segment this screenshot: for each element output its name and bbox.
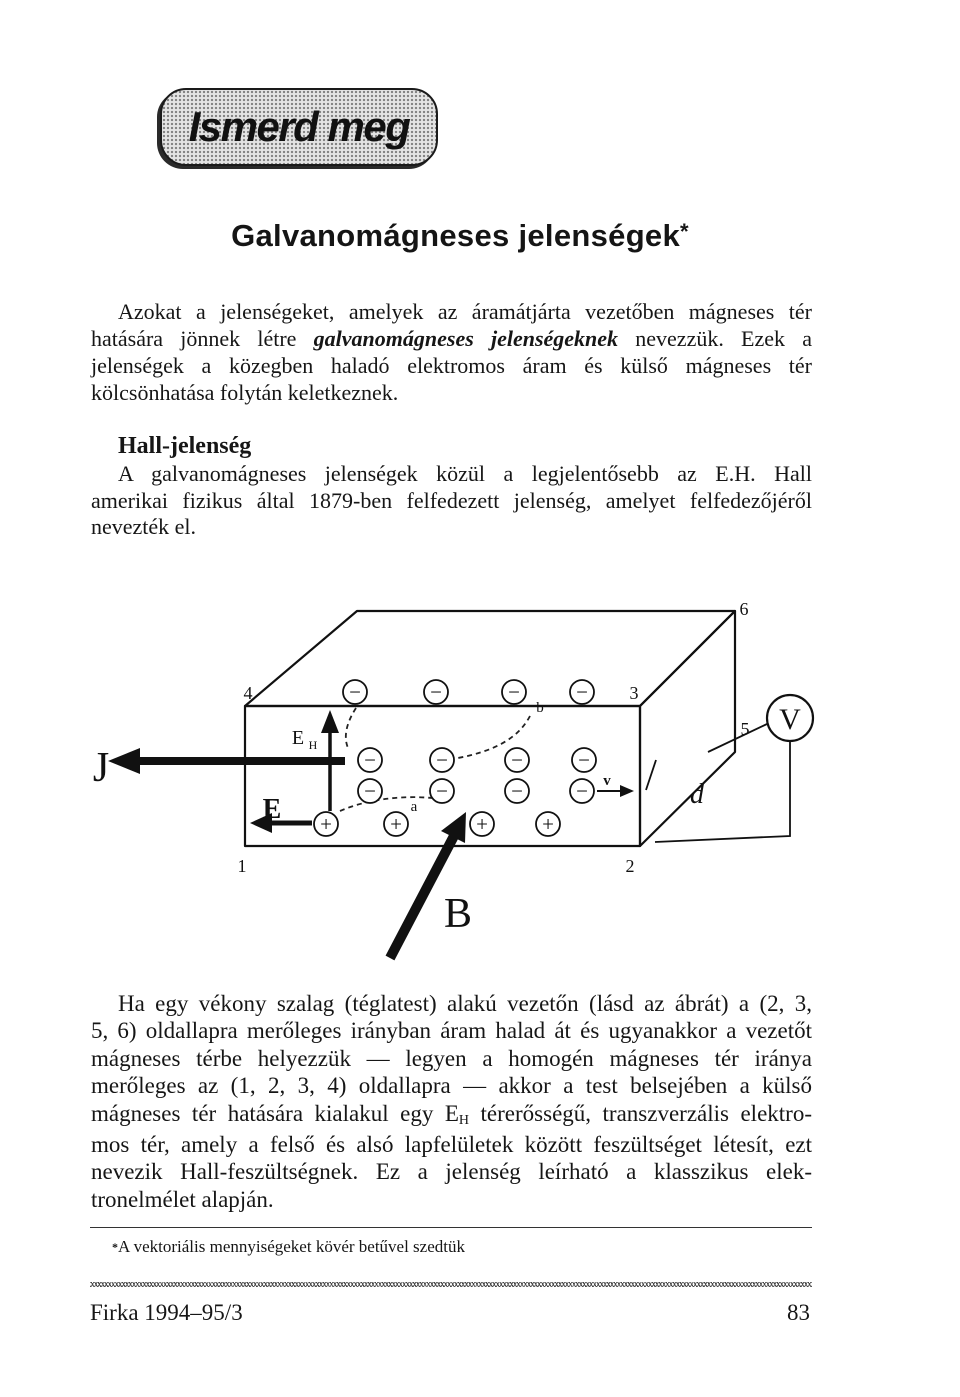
negative-charge-sign: − (511, 748, 523, 772)
thickness-leader-line (646, 760, 656, 790)
voltmeter (767, 695, 813, 741)
negative-charge-sign: − (576, 779, 588, 803)
negative-charge-sign: − (508, 680, 520, 704)
positive-charge (384, 812, 408, 836)
path-a-label: a (410, 799, 418, 815)
negative-charge-sign: − (576, 680, 588, 704)
negative-charge (572, 748, 596, 772)
voltmeter-wire-bottom (655, 741, 790, 842)
text-line: kölcsönhatása folytán keletkeznek. (91, 380, 399, 405)
negative-charge (570, 779, 594, 803)
corner-label-1: 1 (237, 856, 247, 876)
negative-charge-sign: − (436, 748, 448, 772)
negative-charge (424, 680, 448, 704)
negative-charge (358, 748, 382, 772)
magnetic-field-label: B (443, 891, 473, 937)
article-title-text: Galvanomágneses jelenségek (231, 218, 681, 253)
title-footnote-mark: * (680, 219, 689, 244)
voltmeter-wire-top (708, 724, 767, 752)
negative-charge-sign: − (364, 779, 376, 803)
text-line: nevezték el. (91, 514, 197, 539)
path-b-label: b (536, 700, 544, 716)
negative-charge (430, 748, 454, 772)
electron-path-left (346, 708, 356, 748)
sample-top-face (245, 611, 735, 706)
text-line: jelenségek a közegben haladó elektromos áram és külső mágneses tér (91, 353, 812, 378)
article-title (0, 218, 920, 254)
corner-label-3: 3 (629, 683, 639, 703)
negative-charge-sign: − (364, 748, 376, 772)
negative-charge (502, 680, 526, 704)
section-badge (160, 88, 438, 166)
hall-intro-paragraph (91, 461, 812, 541)
text-line: merőleges az (1, 2, 3, 4) oldallapra — akkor a test belsejében a külső (91, 1073, 812, 1099)
velocity-label: v (603, 773, 611, 789)
corner-label-6: 6 (739, 599, 749, 619)
positive-charge-sign: + (320, 812, 332, 836)
electric-field-label: E (262, 794, 282, 825)
text-line (91, 325, 812, 352)
charge-carriers (314, 680, 596, 836)
section-badge-label: Ismerd meg (188, 103, 410, 150)
negative-charge-sign: − (436, 779, 448, 803)
negative-charge-sign: − (578, 748, 590, 772)
negative-charge-sign: − (430, 680, 442, 704)
hall-field-label: E (291, 727, 305, 749)
negative-charge-sign: − (511, 779, 523, 803)
section-heading: Hall-jelenség (118, 433, 252, 459)
footnote-divider (90, 1227, 812, 1228)
decorative-divider (90, 1282, 812, 1287)
text-segment: térerősségű, transzverzális elektro- (469, 1100, 812, 1126)
corner-label-5: 5 (740, 719, 750, 739)
emphasized-term: galvanomágneses jelenségeknek (313, 326, 619, 351)
text-segment: nevezzük. Ezek a (618, 326, 812, 351)
text-line: A galvanomágneses jelenségek közül a legjelentősebb az E.H. Hall (118, 461, 812, 486)
footnote-text: A vektoriális mennyiségeket kövér betűvel szedtük (118, 1237, 465, 1256)
hall-field-subscript: H (308, 738, 318, 752)
corner-label-4: 4 (243, 683, 253, 703)
footnote (112, 1236, 465, 1258)
text-line: nevezik Hall-feszültségnek. Ez a jelenség leírható a klasszikus elek- (91, 1159, 812, 1185)
footnote-mark: * (112, 1240, 118, 1254)
positive-charge (470, 812, 494, 836)
text-line: 5, 6) oldallapra merőleges irányban áram halad át és ugyanakkor a vezetőt (91, 1018, 812, 1044)
text-segment: hatására jönnek létre (91, 326, 314, 351)
text-line: mágneses térbe helyezzük — legyen a homogén mágneses tér iránya (91, 1045, 812, 1071)
text-line: amerikai fizikus által 1879-ben felfedezett jelenség, amelyet felfedezőjéről (91, 487, 812, 513)
corner-label-2: 2 (625, 856, 635, 876)
hall-effect-diagram (0, 540, 960, 970)
sample-right-face (640, 611, 735, 846)
negative-charge (505, 748, 529, 772)
positive-charge-sign: + (476, 812, 488, 836)
page-number: 83 (787, 1300, 810, 1325)
negative-charge (570, 680, 594, 704)
negative-charge (505, 779, 529, 803)
current-arrow-head (108, 748, 140, 774)
negative-charge (430, 779, 454, 803)
text-line: tronelmélet alapján. (91, 1186, 274, 1212)
text-line: mos tér, amely a felső és alsó lapfelületek között feszültséget létesít, ezt (91, 1132, 812, 1158)
hall-field-symbol-subscript: H (458, 1112, 470, 1128)
velocity-arrow-head (620, 785, 634, 797)
current-label: J (92, 745, 110, 791)
text-line: Ha egy vékony szalag (téglatest) alakú vezetőn (lásd az ábrát) a (2, 3, (118, 991, 812, 1016)
negative-charge (343, 680, 367, 704)
positive-charge-sign: + (390, 812, 402, 836)
description-paragraph (91, 990, 812, 1213)
voltmeter-label: V (779, 703, 801, 736)
text-line (91, 1100, 812, 1131)
hall-field-symbol-letter: E (444, 1100, 459, 1126)
publication-info: Firka 1994–95/3 (90, 1300, 243, 1325)
sample-block (245, 611, 735, 846)
positive-charge-sign: + (542, 812, 554, 836)
text-segment: mágneses tér hatására kialakul egy (91, 1100, 445, 1126)
positive-charge (536, 812, 560, 836)
negative-charge (358, 779, 382, 803)
thickness-label: d (690, 779, 704, 810)
text-line: Azokat a jelenségeket, amelyek az áramátjárta vezetőben mágneses tér (118, 299, 812, 324)
intro-paragraph (91, 298, 812, 406)
positive-charge (314, 812, 338, 836)
negative-charge-sign: − (349, 680, 361, 704)
electron-path-a (340, 797, 432, 811)
hall-field-arrow-head (321, 710, 339, 733)
hall-field-symbol (445, 1101, 469, 1126)
